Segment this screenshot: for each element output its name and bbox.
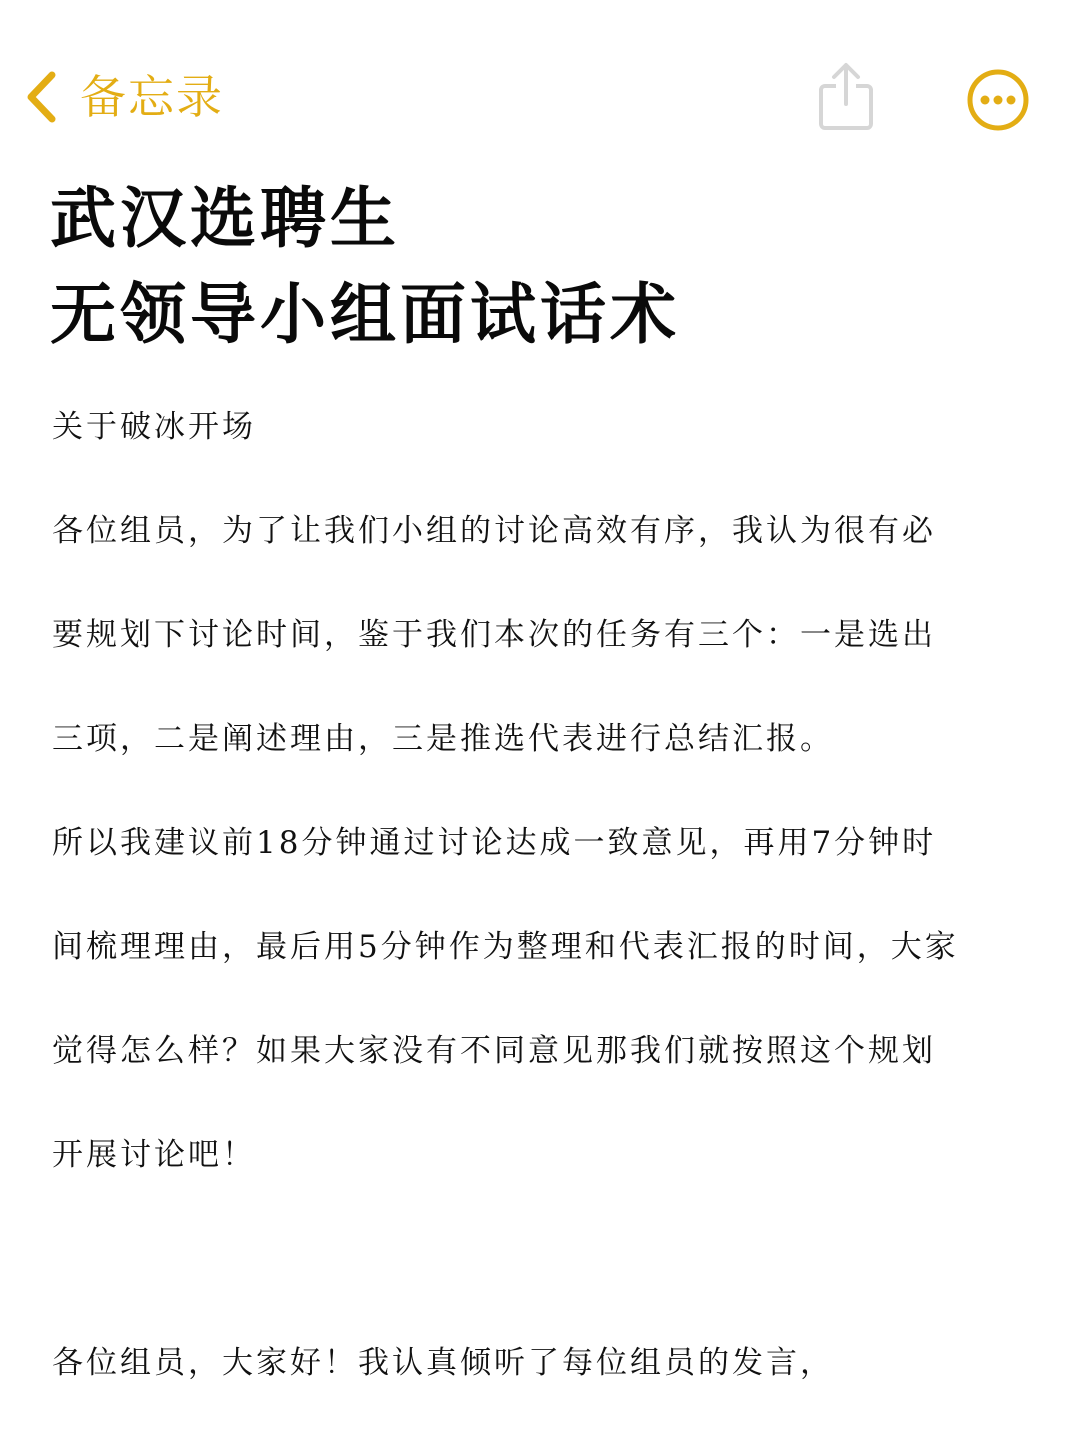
note-line: 间梳理理由，最后用5分钟作为整理和代表汇报的时间，大家 [52, 929, 959, 965]
note-line: 三项，二是阐述理由，三是推选代表进行总结汇报。 [52, 721, 834, 757]
chevron-left-icon [22, 67, 62, 127]
note-line: 觉得怎么样？如果大家没有不同意见那我们就按照这个规划 [52, 1033, 936, 1069]
note-line: 开展讨论吧！ [52, 1137, 256, 1173]
note-line: 各位组员，大家好！我认真倾听了每位组员的发言， [52, 1345, 834, 1381]
more-icon[interactable] [966, 68, 1030, 132]
back-label: 备忘录 [80, 70, 224, 124]
navigation-bar [0, 0, 1080, 150]
note-title [50, 170, 1050, 362]
back-button[interactable] [22, 62, 224, 132]
note-line: 所以我建议前18分钟通过讨论达成一致意见，再用7分钟时 [52, 825, 937, 861]
note-title-line-2: 无领导小组面试话术 [50, 275, 680, 353]
note-line: 各位组员，为了让我们小组的讨论高效有序，我认为很有必 [52, 513, 936, 549]
share-icon[interactable] [816, 60, 876, 132]
note-line: 要规划下讨论时间，鉴于我们本次的任务有三个：一是选出 [52, 617, 936, 653]
note-title-line-1: 武汉选聘生 [50, 179, 400, 257]
section-heading: 关于破冰开场 [52, 409, 256, 445]
